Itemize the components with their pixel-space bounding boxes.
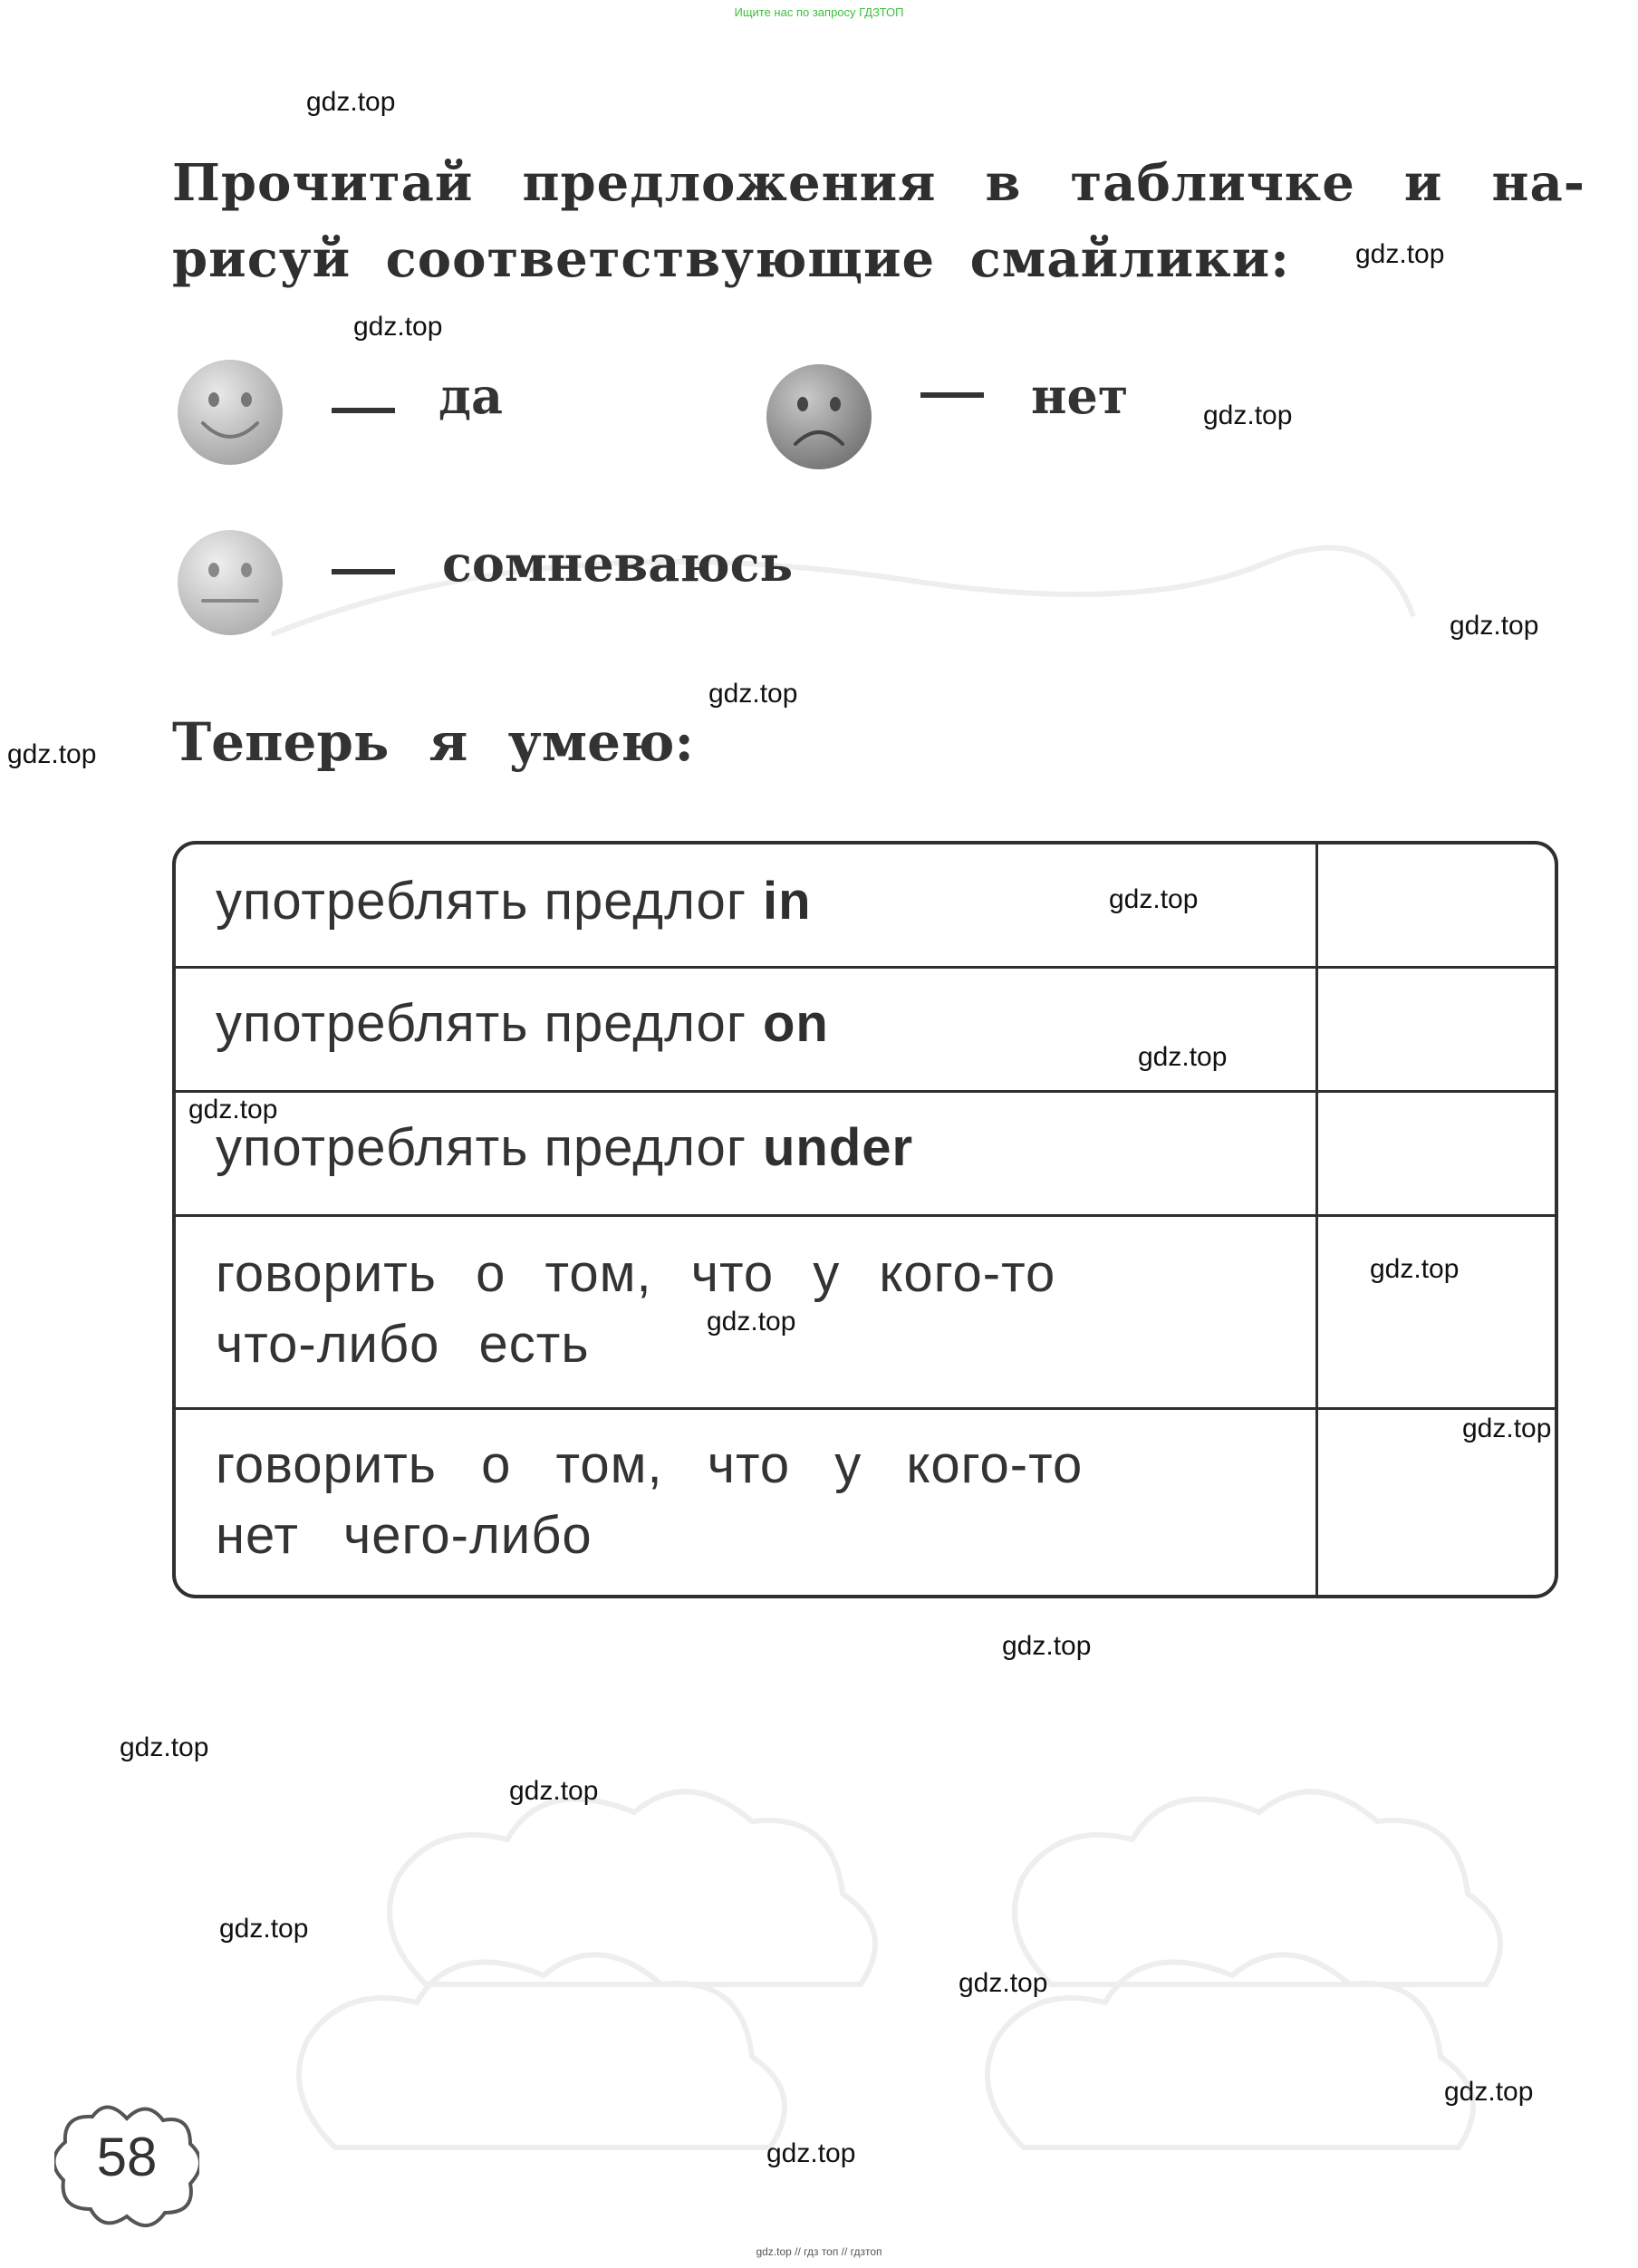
watermark: gdz.top [1002, 1631, 1092, 1661]
watermark: gdz.top [766, 2138, 856, 2168]
watermark: gdz.top [1444, 2077, 1534, 2107]
watermark: gdz.top [1462, 1414, 1552, 1443]
legend-dash [920, 392, 984, 398]
skill-text-line-1: говорить о том, что у кого-то [216, 1435, 1084, 1494]
instruction-line-2: рисуй соответствующие смайлики: [172, 229, 1290, 289]
skill-text-line-1: говорить о том, что у кого-то [216, 1244, 1056, 1303]
table-row [176, 1410, 1555, 1595]
instruction-line-1: Прочитай предложения в табличке и на- [172, 153, 1585, 213]
skill-text: употреблять предлог on [216, 994, 829, 1053]
watermark: gdz.top [1109, 884, 1199, 914]
table-row [176, 1217, 1555, 1407]
skill-text-line-2: нет чего-либо [216, 1506, 593, 1565]
search-banner[interactable]: Ищите нас по запросу ГДЗТОП [734, 5, 904, 19]
instruction-text [172, 145, 1585, 297]
smiley-answer-cell[interactable] [1319, 844, 1553, 966]
sad-smiley-icon [763, 361, 875, 473]
legend-dash [332, 569, 395, 574]
skill-keyword: under [762, 1118, 914, 1177]
smiley-answer-cell[interactable] [1319, 969, 1553, 1090]
legend-label-yes: да [438, 367, 503, 425]
watermark: gdz.top [219, 1914, 309, 1944]
watermark: gdz.top [708, 679, 798, 709]
watermark: gdz.top [1203, 401, 1293, 430]
skill-text: употреблять предлог under [216, 1118, 914, 1177]
watermark: gdz.top [1450, 611, 1539, 641]
watermark: gdz.top [1355, 239, 1445, 269]
watermark: gdz.top [353, 312, 443, 342]
table-row [176, 844, 1555, 966]
skill-keyword: on [762, 994, 829, 1053]
legend-label-no: нет [1031, 367, 1129, 425]
watermark: gdz.top [707, 1307, 796, 1337]
smiley-answer-cell[interactable] [1319, 1217, 1553, 1407]
happy-smiley-icon [174, 356, 286, 468]
footer-banner: gdz.top // гдз топ // гдзтоп [756, 2245, 882, 2258]
legend-dash [332, 408, 395, 413]
table-row [176, 1093, 1555, 1214]
skill-text-line-2: что-либо есть [216, 1315, 590, 1374]
skill-text: употреблять предлог in [216, 872, 812, 931]
watermark: gdz.top [188, 1095, 278, 1124]
skill-keyword: in [762, 872, 812, 931]
neutral-smiley-icon [174, 526, 286, 639]
table-row [176, 969, 1555, 1090]
watermark: gdz.top [509, 1776, 599, 1806]
smiley-answer-cell[interactable] [1319, 1093, 1553, 1214]
watermark: gdz.top [7, 739, 97, 769]
watermark: gdz.top [306, 87, 396, 117]
section-title: Теперь я умею: [172, 711, 694, 773]
skills-table [172, 841, 1558, 1598]
skill-text [216, 1430, 1083, 1571]
legend-label-unsure: сомневаюсь [442, 535, 794, 593]
page-number: 58 [96, 2127, 158, 2187]
skill-text [216, 1239, 1055, 1380]
watermark: gdz.top [120, 1732, 209, 1762]
watermark: gdz.top [959, 1968, 1048, 1998]
watermark: gdz.top [1370, 1254, 1460, 1284]
watermark: gdz.top [1138, 1042, 1228, 1072]
